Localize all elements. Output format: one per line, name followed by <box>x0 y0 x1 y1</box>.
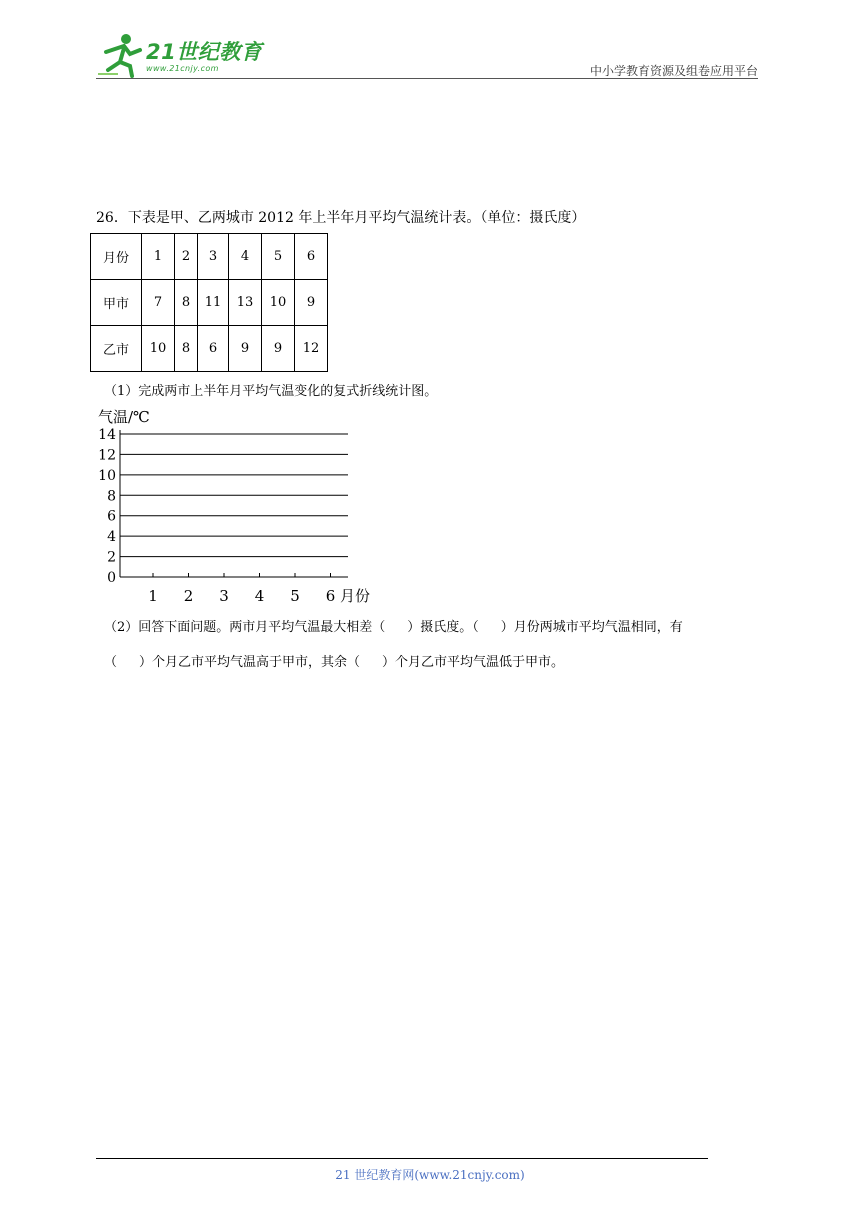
part-2-text: ）摄氏度。（ <box>407 620 479 635</box>
value-cell: 9 <box>229 326 262 372</box>
value-cell: 7 <box>142 280 175 326</box>
value-cell: 10 <box>142 326 175 372</box>
month-cell: 3 <box>198 234 229 280</box>
question-title: 26．下表是甲、乙两城市 2012 年上半年月平均气温统计表。（单位：摄氏度） <box>96 210 586 226</box>
value-cell: 9 <box>295 280 328 326</box>
runner-logo-icon <box>96 30 144 78</box>
y-tick-label: 6 <box>107 508 116 525</box>
month-cell: 5 <box>262 234 295 280</box>
footer-text: 21 世纪教育网(www.21cnjy.com) <box>335 1168 525 1182</box>
value-cell: 10 <box>262 280 295 326</box>
table-row <box>91 326 328 372</box>
x-tick-label: 2 <box>183 587 194 605</box>
x-tick-label: 3 <box>219 587 229 605</box>
part-2-text: （2）回答下面问题。两市月平均气温最大相差（ <box>104 620 386 635</box>
x-tick-label: 5 <box>290 587 300 605</box>
month-cell: 6 <box>295 234 328 280</box>
y-tick-label: 12 <box>98 447 116 464</box>
value-cell: 8 <box>175 280 198 326</box>
month-cell: 4 <box>229 234 262 280</box>
part-2-text: ）个月乙市平均气温低于甲市。 <box>382 655 565 670</box>
month-cell: 1 <box>142 234 175 280</box>
y-tick-label: 10 <box>98 467 116 484</box>
part-2-text: ）月份两城市平均气温相同，有 <box>500 620 683 635</box>
y-axis-label: 气温/℃ <box>98 408 150 426</box>
x-tick-label: 4 <box>254 587 265 605</box>
y-tick-label: 8 <box>107 488 116 505</box>
table-row <box>91 234 328 280</box>
logo-brand: 21世纪教育 <box>146 40 263 64</box>
y-tick-label: 4 <box>107 529 116 546</box>
part-1-prompt: （1）完成两市上半年月平均气温变化的复式折线统计图。 <box>104 384 438 399</box>
y-tick-label: 0 <box>107 570 116 586</box>
value-cell: 12 <box>295 326 328 372</box>
x-tick-label: 1 <box>148 587 158 605</box>
x-tick-label: 6 <box>325 587 336 605</box>
value-cell: 9 <box>262 326 295 372</box>
row-label-cell: 甲市 <box>91 280 142 326</box>
part-2-prompt-line-2 <box>104 651 564 670</box>
table-row <box>91 280 328 326</box>
value-cell: 8 <box>175 326 198 372</box>
part-2-text: （ <box>104 655 118 670</box>
footer-divider <box>96 1158 708 1159</box>
header-divider <box>96 78 758 79</box>
platform-name: 中小学教育资源及组卷应用平台 <box>589 64 758 78</box>
x-axis-label: 月份 <box>340 587 371 605</box>
y-tick-label: 2 <box>107 549 116 566</box>
temperature-line-chart <box>90 400 390 610</box>
month-cell: 2 <box>175 234 198 280</box>
page-header <box>96 30 758 78</box>
logo <box>96 30 266 78</box>
value-cell: 13 <box>229 280 262 326</box>
logo-url: www.21cnjy.com <box>146 64 219 73</box>
value-cell: 6 <box>198 326 229 372</box>
part-2-text: ）个月乙市平均气温高于甲市，其余（ <box>139 655 361 670</box>
temperature-table <box>90 233 328 372</box>
y-tick-label: 14 <box>98 427 116 443</box>
table-header-cell: 月份 <box>91 234 142 280</box>
value-cell: 11 <box>198 280 229 326</box>
row-label-cell: 乙市 <box>91 326 142 372</box>
part-2-prompt-line-1 <box>104 616 683 635</box>
